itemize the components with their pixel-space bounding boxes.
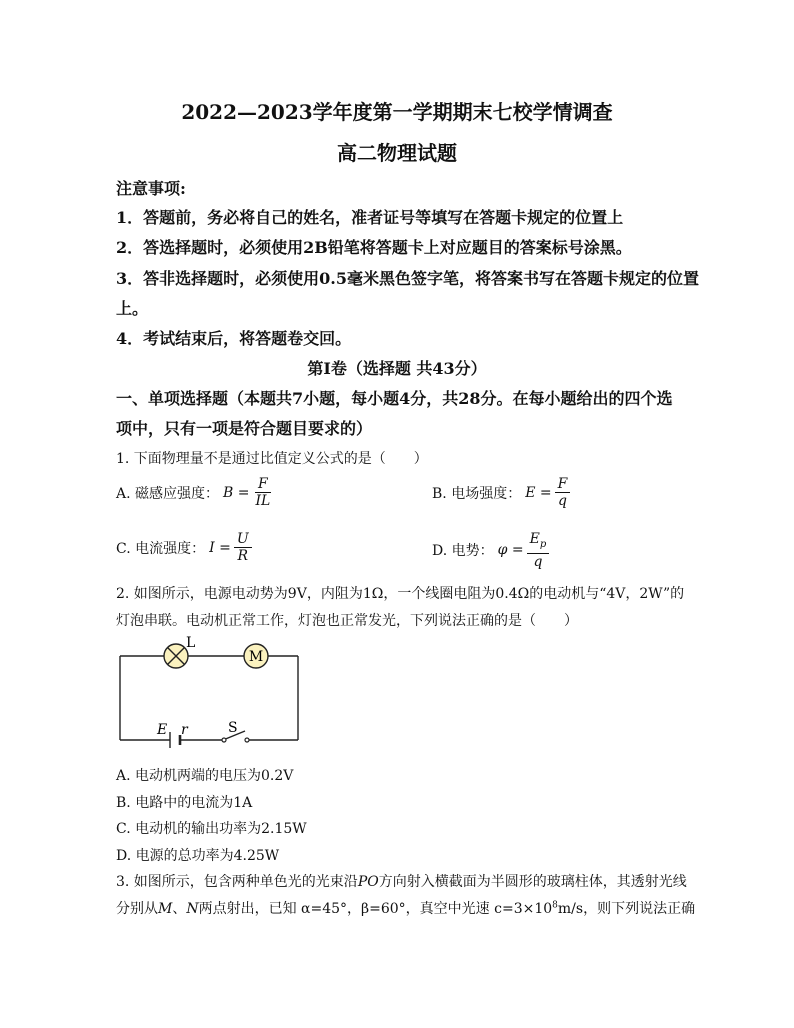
stem-text: 3. 如图所示，包含两种单色光的光束沿 bbox=[116, 874, 358, 890]
notice-item: 2．答选择题时，必须使用2B铅笔将答题卡上对应题目的答案标号涂黑。 bbox=[116, 238, 632, 257]
numerator-subscript: p bbox=[539, 538, 547, 550]
fraction bbox=[234, 531, 252, 564]
fraction bbox=[555, 476, 571, 509]
internal-resistance-label: r bbox=[181, 722, 188, 738]
stem-text: 方向射入横截面为半圆形的玻璃柱体，其透射光线 bbox=[378, 874, 687, 890]
question-2-stem-continued: 灯泡串联。电动机正常工作，灯泡也正常发光，下列说法正确的是（ ） bbox=[116, 613, 578, 629]
numerator: F bbox=[255, 476, 271, 493]
denominator: R bbox=[237, 548, 249, 564]
motor-label: M bbox=[248, 649, 264, 665]
part-heading-continued: 项中，只有一项是符合题目要求的） bbox=[116, 419, 373, 438]
lamp-label: L bbox=[186, 636, 196, 651]
question-1-stem: 1. 下面物理量不是通过比值定义公式的是（ ） bbox=[116, 451, 428, 467]
switch-label: S bbox=[228, 720, 238, 736]
exam-subtitle: 高二物理试题 bbox=[337, 141, 457, 165]
stem-text: 、 bbox=[172, 901, 187, 917]
numerator bbox=[527, 531, 550, 554]
notice-item: 4．考试结束后，将答题卷交回。 bbox=[116, 329, 352, 348]
exam-title: 2022—2023学年度第一学期期末七校学情调查 bbox=[181, 100, 613, 124]
question-1-option-b bbox=[432, 476, 570, 509]
stem-text: m/s，则下列说法正确 bbox=[557, 901, 696, 917]
question-2-option-a: A. 电动机两端的电压为0.2V bbox=[116, 768, 294, 784]
formula-lhs: E = bbox=[525, 484, 552, 501]
formula-lhs: B = bbox=[223, 484, 250, 501]
stem-text: 分别从 bbox=[116, 901, 158, 917]
question-1-option-a bbox=[116, 476, 273, 509]
denominator: IL bbox=[255, 493, 271, 509]
part-heading: 一、单项选择题（本题共7小题，每小题4分，共28分。在每小题给出的四个选 bbox=[116, 389, 673, 408]
notice-item: 3．答非选择题时，必须使用0.5毫米黑色签字笔，将答案书写在答题卡规定的位置 bbox=[116, 269, 699, 288]
denominator: q bbox=[557, 493, 567, 509]
notice-item: 1．答题前，务必将自己的姓名，准者证号等填写在答题卡规定的位置上 bbox=[116, 208, 624, 227]
question-3-stem-continued bbox=[116, 898, 695, 918]
exponent: 8 bbox=[552, 900, 558, 911]
circuit-diagram bbox=[112, 636, 308, 750]
formula-lhs: I = bbox=[209, 539, 231, 556]
notice-item-continued: 上。 bbox=[116, 299, 149, 318]
point-m-symbol: M bbox=[158, 901, 173, 917]
section-heading: 第Ⅰ卷（选择题 共43分） bbox=[307, 359, 487, 378]
emf-label: E bbox=[157, 722, 168, 738]
denominator: q bbox=[533, 553, 543, 570]
numerator: U bbox=[234, 531, 252, 548]
question-3-stem bbox=[116, 871, 687, 891]
question-2-option-c: C. 电动机的输出功率为2.15W bbox=[116, 821, 307, 837]
fraction bbox=[252, 476, 273, 509]
option-label: D. 电势： bbox=[432, 543, 494, 560]
stem-text: 两点射出，已知 α=45°，β=60°，真空中光速 c=3×10 bbox=[198, 901, 553, 917]
notice-heading: 注意事项: bbox=[116, 179, 186, 198]
question-2-option-b: B. 电路中的电流为1A bbox=[116, 795, 253, 811]
option-label: C. 电流强度： bbox=[116, 540, 206, 557]
point-n-symbol: N bbox=[186, 901, 199, 917]
switch-terminal bbox=[245, 738, 249, 742]
option-label: B. 电场强度： bbox=[432, 485, 522, 502]
numerator: F bbox=[555, 476, 571, 493]
question-2-option-d: D. 电源的总功率为4.25W bbox=[116, 848, 280, 864]
formula-lhs: φ = bbox=[497, 542, 524, 559]
ray-symbol: PO bbox=[357, 874, 379, 890]
question-1-option-c bbox=[116, 531, 252, 564]
option-label: A. 磁感应强度： bbox=[116, 485, 220, 502]
question-2-stem: 2. 如图所示，电源电动势为9V，内阻为1Ω，一个线圈电阻为0.4Ω的电动机与“4V，2W”的 bbox=[116, 586, 685, 602]
numerator-symbol: E bbox=[529, 531, 540, 547]
fraction bbox=[527, 531, 550, 570]
question-1-option-d bbox=[432, 531, 549, 570]
